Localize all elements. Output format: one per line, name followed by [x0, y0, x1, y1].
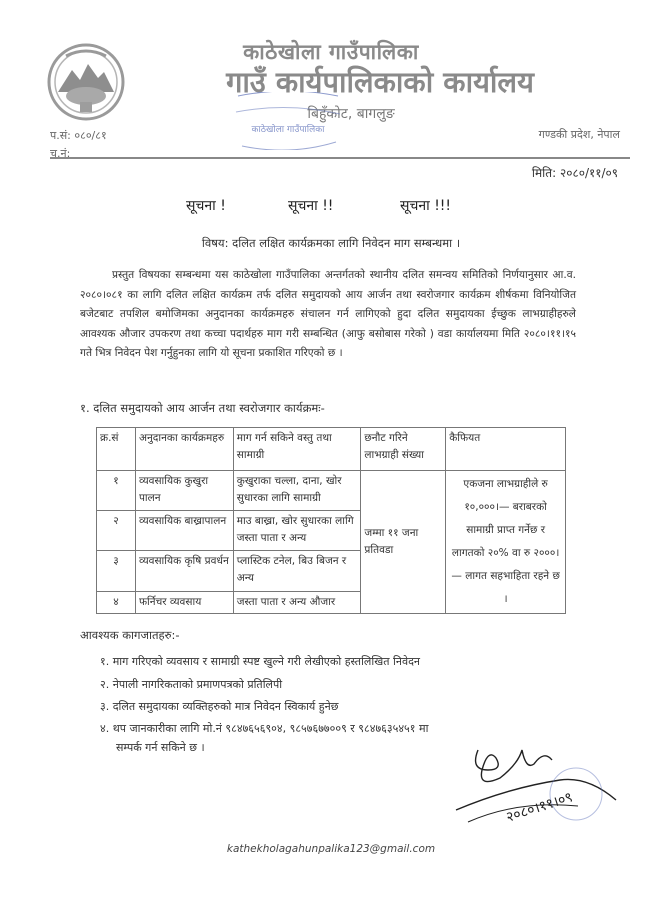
- cell-program: व्यवसायिक बाख्रापालन: [135, 510, 233, 551]
- col-header-remarks: कैफियत: [446, 428, 566, 471]
- cell-items: जस्ता पाता र अन्य औजार: [233, 591, 361, 613]
- signature-date: २०८०।११।०९: [504, 789, 575, 826]
- col-header-sn: क्र.सं: [97, 428, 136, 471]
- document-item-2: २. नेपाली नागरिकताको प्रमाणपत्रको प्रतिलिपी: [100, 678, 283, 691]
- municipality-name: काठेखोला गाउँपालिका: [243, 40, 419, 64]
- ref-number: प.सं: ०८०/८१: [50, 129, 107, 142]
- cell-sn: १: [97, 471, 136, 511]
- notice-title-1: सूचना !: [186, 198, 226, 214]
- province-label: गण्डकी प्रदेश, नेपाल: [538, 128, 620, 141]
- office-location: बिहुँकोट, बागलुङ: [307, 106, 395, 122]
- letter-date: मिति: २०८०/११/०९: [531, 166, 618, 180]
- document-item-4: ४. थप जानकारीका लागि मो.नं ९८४७६५६९०४, ९८५७६७७००९ र ९८४७६३५४५१ मा: [100, 722, 429, 735]
- col-header-beneficiaries: छनौट गरिने लाभग्राही संख्या: [361, 428, 446, 471]
- cell-beneficiaries: जम्मा ११ जना प्रतिवडा: [361, 471, 446, 614]
- notice-title-3: सूचना !!!: [400, 198, 452, 214]
- col-header-program: अनुदानका कार्यक्रमहरु: [135, 428, 233, 471]
- header-divider: [50, 157, 630, 159]
- cell-items: प्लास्टिक टनेल, बिउ बिजन र अन्य: [233, 551, 361, 592]
- col-header-items: माग गर्न सकिने वस्तु तथा सामाग्री: [233, 428, 361, 471]
- cell-sn: २: [97, 510, 136, 551]
- dispatch-number: च.नं:: [50, 147, 71, 160]
- office-stamp: [232, 92, 344, 150]
- body-paragraph: प्रस्तुत विषयका सम्बन्धमा यस काठेखोला गाउँपालिका अन्तर्गतको स्थानीय दलित समन्वय समितिको निर्णयानुसार आ.व. २०८०।०८१ का लागि दलित लक्षित कार्यक्रम तर्फ दलित समुदायको आय आर्जन तथा स्वरोजगार कार्यक्रम शीर्षकमा विनियोजित बजेटबाट तपशिल बमोजिमका अनुदानका कार्यक्रमहरु संचालन गर्न लागिएको हुदा दलित समुदायका ईच्छुक लाभग्राहीहरुले आवश्यक औजार उपकरण तथा कच्चा पदार्थहरु माग गरी सम्बन्धित (आफु बसोबास गरेको ) वडा कार्यालयमा मिति २०८०।११।१५ गते भित्र निवेदन पेश गर्नुहुनका लागि यो सूचना प्रकाशित गरिएको छ ।: [80, 269, 576, 360]
- table-header-row: [97, 428, 566, 471]
- stamp-text: काठेखोला गाउँपालिका: [251, 125, 325, 135]
- program-table: [96, 427, 566, 614]
- cell-sn: ३: [97, 551, 136, 592]
- cell-program: व्यवसायिक कुखुरा पालन: [135, 471, 233, 511]
- subject-line: विषय: दलित लक्षित कार्यक्रमका लागि निवेदन माग सम्बन्धमा ।: [201, 236, 461, 250]
- document-item-4-cont: सम्पर्क गर्न सकिने छ ।: [116, 741, 205, 754]
- section-title: १. दलित समुदायको आय आर्जन तथा स्वरोजगार कार्यक्रमः-: [80, 401, 325, 415]
- document-item-3: ३. दलित समुदायका व्यक्तिहरुको मात्र निवेदन स्विकार्य हुनेछ: [100, 700, 339, 713]
- document-item-1: १. माग गरिएको व्यवसाय र सामाग्री स्पष्ट खुल्ने गरी लेखीएको हस्तलिखित निवेदन: [100, 655, 421, 668]
- documents-title: आवश्यक कागजातहरु:-: [80, 628, 180, 642]
- cell-items: माउ बाख्रा, खोर सुधारका लागि जस्ता पाता र अन्य: [233, 510, 361, 551]
- cell-sn: ४: [97, 591, 136, 613]
- signature: [448, 740, 626, 850]
- cell-items: कुखुराका चल्ला, दाना, खोर सुधारका लागि सामाग्री: [233, 471, 361, 511]
- notice-title-2: सूचना !!: [288, 198, 334, 214]
- footer-email[interactable]: kathekholagahunpalika123@gmail.com: [226, 843, 436, 855]
- cell-program: फर्निचर व्यवसाय: [135, 591, 233, 613]
- cell-remarks: एकजना लाभग्राहीले रु १०,०००।— बराबरको सामाग्री प्राप्त गर्नेछ र लागतको २०% वा रु २०००।— लागत सहभाहिता रहने छ ।: [446, 471, 566, 614]
- cell-program: व्यवसायिक कृषि प्रवर्धन: [135, 551, 233, 592]
- office-name: गाउँ कार्यपालिकाको कार्यालय: [226, 65, 534, 99]
- table-row: [97, 471, 566, 511]
